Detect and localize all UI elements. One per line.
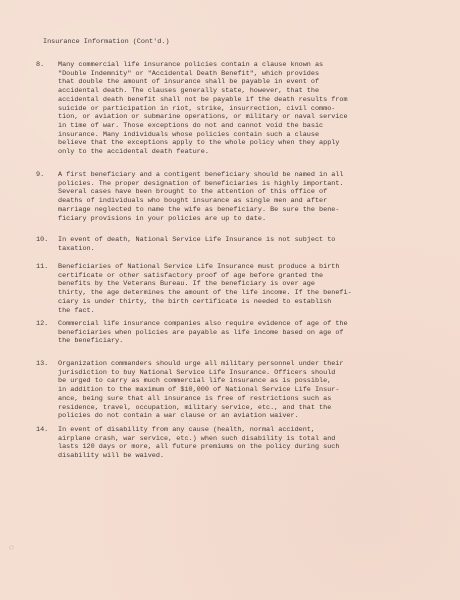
text-line: lasts 120 days or more, all future premiums on the policy during such — [58, 443, 340, 452]
text-line: the fact. — [58, 306, 95, 315]
text-line: deaths of individuals who bought insurance as single men and after — [58, 197, 328, 206]
item-number: 11. — [36, 263, 49, 271]
text-line: the beneficiary. — [58, 337, 124, 346]
text-line: Beneficiaries of National Service Life Insurance must produce a birth — [58, 263, 340, 271]
text-line: beneficiaries when policies are payable as life income based on age of — [58, 328, 344, 337]
text-line: only to the accidental death feature. — [58, 148, 209, 157]
text-line: Commercial life insurance companies also require evidence of age of the — [58, 320, 348, 328]
text-line: disability will be waived. — [58, 452, 165, 461]
item-number: 9. — [36, 171, 45, 179]
item-number: 14. — [36, 426, 49, 434]
text-line: ficiary provisions in your policies are up to date. — [58, 214, 267, 223]
text-line: believe that the exceptions apply to the whole policy when they apply — [58, 139, 340, 148]
text-line: Many commercial life insurance policies contain a clause known as — [58, 61, 324, 69]
item-text — [58, 360, 428, 421]
item-text — [58, 426, 428, 461]
text-line: in time of war. Those exceptions do not and cannot void the basic — [58, 121, 324, 130]
item-text — [58, 263, 428, 315]
text-line: certificate or other satisfactory proof of age before granted the — [58, 271, 324, 280]
text-line: be urged to carry as much commercial life insurance as is possible, — [58, 377, 332, 386]
text-line: policies do not contain a war clause or an aviation waiver. — [58, 412, 299, 421]
item-number: 10. — [36, 236, 49, 244]
page-header: Insurance Information (Cont'd.) — [43, 38, 170, 46]
text-line: suicide or participation in riot, strike, insurrection, civil commo- — [58, 104, 336, 113]
paper-mark: ◌ — [9, 544, 14, 553]
item-text — [58, 171, 428, 223]
text-line: "Double Indemnity" or "Accidental Death Benefit", which provides — [58, 69, 320, 78]
text-line: taxation. — [58, 244, 95, 253]
item-number: 12. — [36, 320, 49, 328]
text-line: airplane crash, war service, etc.) when such disability is total and — [58, 434, 336, 443]
item-number: 13. — [36, 360, 49, 368]
item-number: 8. — [36, 61, 45, 69]
text-line: policies. The proper designation of beneficiaries is highly important. — [58, 179, 344, 188]
text-line: ance, being sure that all insurance is free of restrictions such as — [58, 394, 332, 403]
text-line: residence, travel, occupation, military service, etc., and that the — [58, 403, 332, 412]
item-text — [58, 236, 428, 253]
text-line: insurance. Many individuals whose policies contain such a clause — [58, 130, 320, 139]
text-line: benefits by the Veterans Bureau. If the beneficiary is over age — [58, 280, 315, 289]
text-line: A first beneficiary and a contigent beneficiary should be named in all — [58, 171, 344, 179]
text-line: ciary is under thirty, the birth certificate is needed to establish — [58, 297, 332, 306]
item-text — [58, 320, 428, 346]
text-line: In event of disability from any cause (health, normal accident, — [58, 426, 315, 434]
item-text — [58, 61, 428, 157]
text-line: that double the amount of insurance shall be payable in event of — [58, 78, 320, 87]
text-line: accidental death. The clauses generally state, however, that the — [58, 87, 320, 96]
text-line: in addition to the maximum of $10,000 of National Service Life Insur- — [58, 386, 340, 395]
text-line: thirty, the age determines the amount of the life income. If the benefi- — [58, 289, 352, 298]
text-line: In event of death, National Service Life Insurance is not subject to — [58, 236, 336, 244]
text-line: marriage neglected to name the wife as beneficiary. Be sure the bene- — [58, 205, 340, 214]
text-line: tion, or aviation or submarine operations, or military or naval service — [58, 113, 348, 122]
text-line: jurisdiction to buy National Service Life Insurance. Officers should — [58, 368, 336, 377]
text-line: accidental death benefit shall not be payable if the death results from — [58, 95, 348, 104]
text-line: Several cases have been brought to the attention of this office of — [58, 188, 328, 197]
text-line: Organization commanders should urge all military personnel under their — [58, 360, 344, 368]
